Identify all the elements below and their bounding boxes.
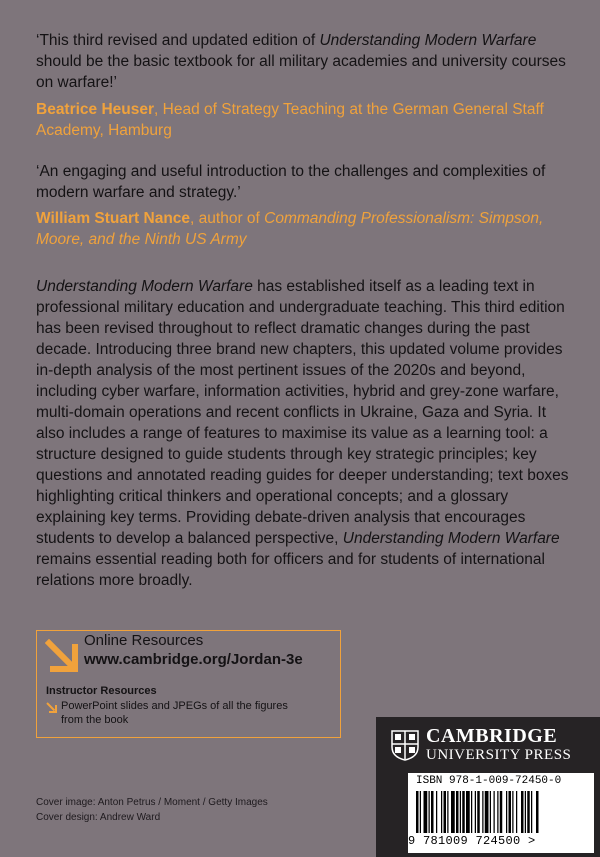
quote-text: ‘An engaging and useful introduction to the challenges and complexities of modern warfare and strategy.’: [36, 163, 546, 201]
online-resources-box: [36, 630, 341, 738]
quote-text-post: should be the basic textbook for all military academies and university courses on warfare!’: [36, 53, 566, 91]
cambridge-crest-icon: [390, 729, 420, 761]
cover-image-credit: Cover image: Anton Petrus / Moment / Getty Images: [36, 797, 268, 808]
resources-url-link[interactable]: www.cambridge.org/Jordan-3e: [84, 651, 303, 668]
quote-book-title: Understanding Modern Warfare: [319, 32, 537, 49]
blurb-body-1: has established itself as a leading text in professional military education and undergraduate teaching. This third edition has been revised throughout to reflect dramatic changes during the past decade. Introducing three brand new chapters, this updated volume provides in-depth analysis of the most pertinent issues of the 2020s and beyond, including cyber warfare, information activities, hybrid and grey-zone warfare, multi-domain operations and recent conflicts in Ukraine, Gaza and Syria. It also includes a range of features to maximise its value as a learning tool: a structure designed to guide students through key strategic principles; key questions and annotated reading guides for deeper understanding; text boxes highlighting critical thinkers and operational concepts; and a glossary explaining key terms. Providing debate-driven analysis that encourages students to develop a balanced perspective,: [36, 278, 569, 547]
quote-heuser: [36, 30, 576, 93]
barcode-bars: [416, 791, 586, 833]
blurb-body-2: remains essential reading both for officers and for students of international relations more broadly.: [36, 551, 545, 589]
barcode-digits: 9 781009 724500 >: [408, 834, 536, 848]
instructor-resource-item: PowerPoint slides and JPEGs of all the figures from the book: [61, 700, 288, 726]
quote-nance: [36, 161, 576, 203]
publisher-name: CAMBRIDGE: [426, 725, 558, 747]
cover-credits: [36, 795, 268, 825]
attribution-nance: [36, 208, 576, 250]
book-description: [36, 276, 572, 591]
instructor-resources-heading: Instructor Resources: [46, 685, 157, 697]
attribution-role: , author of: [190, 210, 265, 227]
attribution-role: , Head of Strategy Teaching at the German General Staff Academy, Hamburg: [36, 101, 544, 139]
quote-text-pre: ‘This third revised and updated edition of: [36, 32, 320, 49]
blurb-title-2: Understanding Modern Warfare: [342, 530, 560, 547]
isbn-label: ISBN 978-1-009-72450-0: [416, 775, 562, 787]
barcode: [408, 773, 594, 853]
resources-title: Online Resources: [84, 632, 204, 649]
attribution-heuser: [36, 99, 576, 141]
publisher-press: UNIVERSITY PRESS: [426, 747, 572, 763]
attribution-name: Beatrice Heuser: [36, 101, 155, 118]
attribution-name: William Stuart Nance: [36, 210, 191, 227]
arrow-down-right-icon: [45, 639, 79, 673]
arrow-down-right-icon: [46, 702, 57, 713]
attribution-book: Commanding Professionalism: Simpson, Moore, and the Ninth US Army: [36, 210, 544, 248]
blurb-title-1: Understanding Modern Warfare: [36, 278, 253, 295]
publisher-panel: [376, 717, 600, 857]
cover-design-credit: Cover design: Andrew Ward: [36, 812, 161, 823]
